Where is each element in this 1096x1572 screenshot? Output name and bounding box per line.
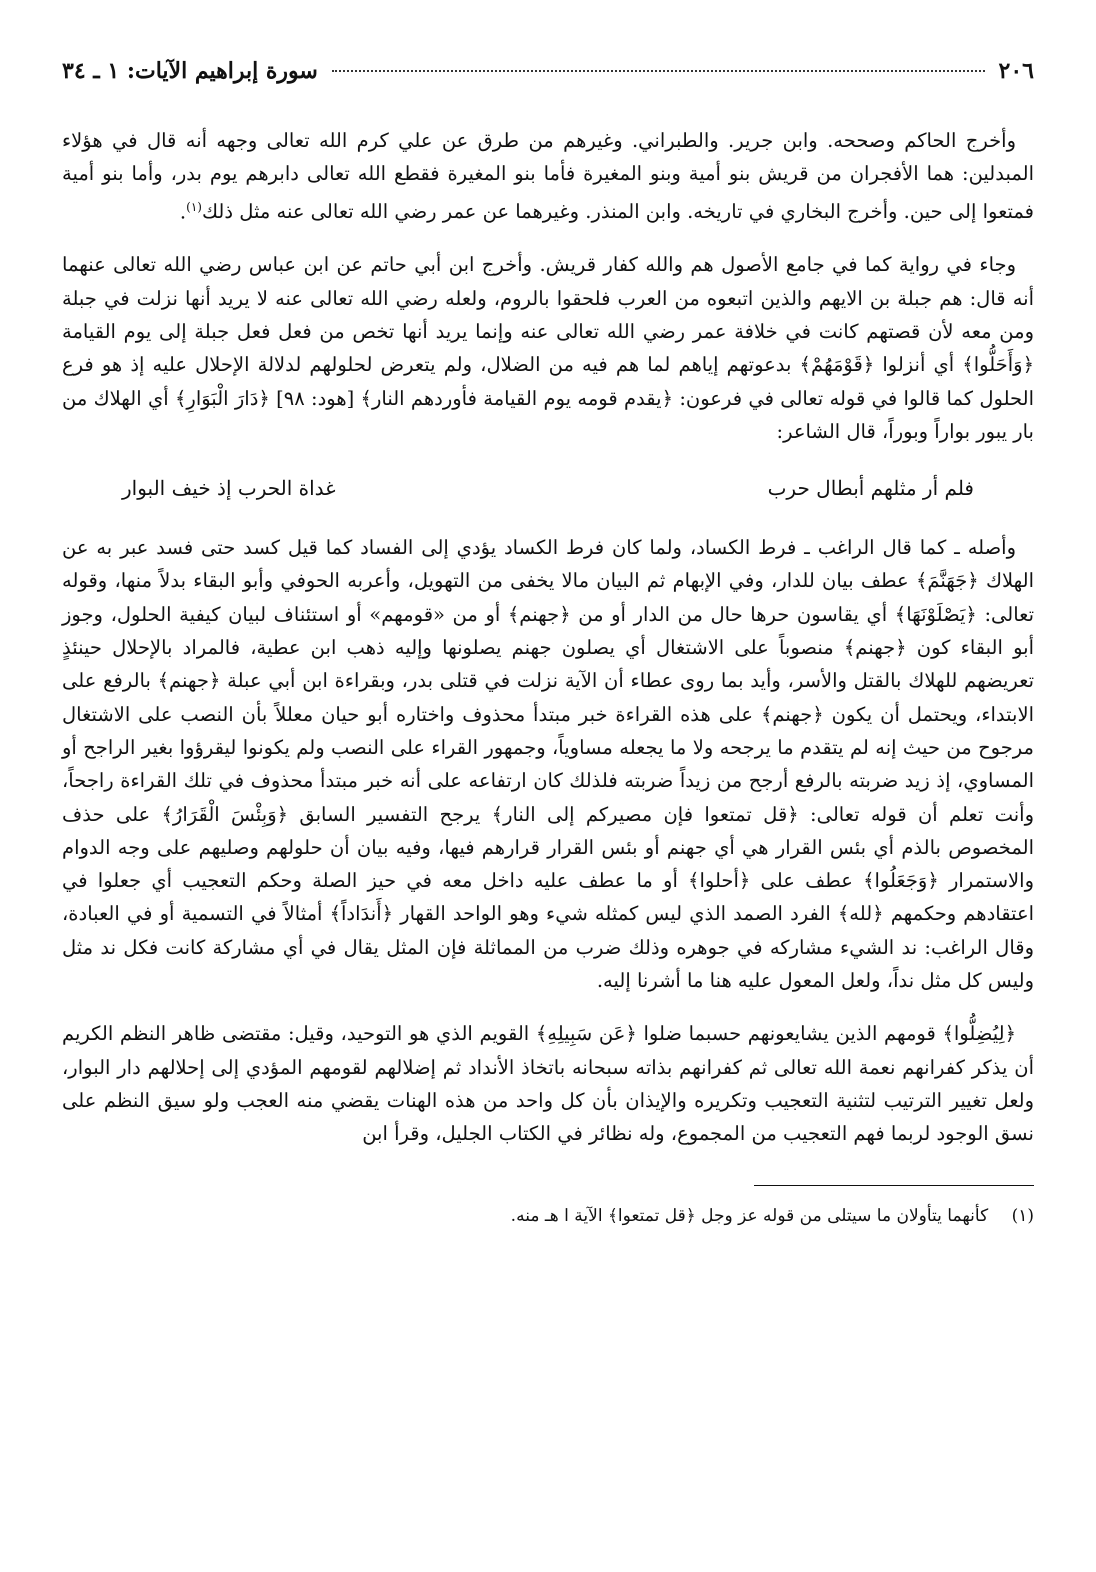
- paragraph-text: وأخرج الحاكم وصححه. وابن جرير. والطبراني. وغيرهم من طرق عن علي كرم الله تعالى وجهه أنه قال في هؤلاء المبدلين: هما الأفجران من قريش بنو أمية وبنو المغيرة فأما بنو المغيرة فقطع الله تعالى دابرهم يوم بدر، وأما بنو أمية فمتعوا إلى حين. وأخرج البخاري في تاريخه. وابن المنذر. وغيرهما عن عمر رضي الله تعالى عنه مثل ذلك: [62, 129, 1034, 224]
- footnote: [62, 1202, 1034, 1230]
- paragraph-text: وجاء في رواية كما في جامع الأصول هم والله كفار قريش. وأخرج ابن أبي حاتم عن ابن عباس رضي الله تعالى عنهما أنه قال: هم جبلة بن الايهم والذين اتبعوه من العرب فلحقوا بالروم، ولعله رضي الله تعالى عنه لا يريد أنها نزلت في جبلة ومن معه لأن قصتهم كانت في خلافة عمر رضي الله تعالى عنه وإنما يريد أنها تخص من فعل فعل جبلة إلى يوم القيامة ﴿وَأَحَلُّوا﴾ أي أنزلوا ﴿قَوْمَهُمْ﴾ بدعوتهم إياهم لما هم فيه من الضلال، ولم يتعرض لحلولهم لدلالة الإحلال عليه إذ هو فرع الحلول كما قالوا في قوله تعالى في فرعون: ﴿يقدم قومه يوم القيامة فأوردهم النار﴾ [هود: ٩٨] ﴿دَارَ الْبَوَارِ﴾ أي الهلاك من بار يبور بواراً وبوراً، قال الشاعر:: [62, 253, 1034, 443]
- paragraph-tail: .: [179, 200, 187, 224]
- paragraph-3: [62, 531, 1034, 997]
- paragraph-1: [62, 124, 1034, 228]
- paragraph-text: ﴿لِيُضِلُّوا﴾ قومهم الذين يشايعونهم حسبما ضلوا ﴿عَن سَبِيلِهِ﴾ القويم الذي هو التوحيد، وقيل: مقتضى ظاهر النظم الكريم أن يذكر كفرانهم نعمة الله تعالى ثم كفرانهم بذاته سبحانه باتخاذ الأنداد ثم إضلالهم لقومهم المؤدي إلى إحلالهم دار البوار، ولعل تغيير الترتيب لتثنية التعجيب وتكريره والإيذان بأن كل واحد من هذه الهنات يقضي منه العجب ولو سيق النظم على نسق الوجود لربما فهم التعجيب من المجموع، وله نظائر في الكتاب الجليل، وقرأ ابن: [62, 1022, 1034, 1146]
- verse-hemistich-second: غداة الحرب إذ خيف البوار: [122, 476, 336, 501]
- running-title: سورة إبراهيم الآيات: ١ ـ ٣٤: [62, 58, 318, 84]
- footnote-text: كأنهما يتأولان ما سيتلى من قوله عز وجل ﴿قل تمتعوا﴾ الآية ا هـ منه.: [510, 1205, 989, 1226]
- header-dotted-leader: [332, 70, 985, 72]
- footnote-reference[interactable]: (١): [186, 199, 202, 214]
- paragraph-4: [62, 1017, 1034, 1150]
- book-page: [62, 58, 1034, 1548]
- poetry-verse: [122, 472, 974, 505]
- paragraph-2: [62, 248, 1034, 448]
- page-number: ٢٠٦: [998, 58, 1034, 84]
- verse-hemistich-first: فلم أر مثلهم أبطال حرب: [767, 476, 974, 501]
- main-text: [62, 124, 1034, 1151]
- footnote-divider: [754, 1185, 1034, 1186]
- paragraph-text: وأصله ـ كما قال الراغب ـ فرط الكساد، ولما كان فرط الكساد يؤدي إلى الفساد كما قيل كسد حتى فسد عبر به عن الهلاك ﴿جَهَنَّمَ﴾ عطف بيان للدار، وفي الإبهام ثم البيان مالا يخفى من التهويل، وأعربه الحوفي وأبو البقاء بدلاً منها، وقوله تعالى: ﴿يَصْلَوْنَهَا﴾ أي يقاسون حرها حال من الدار أو من ﴿جهنم﴾ أو من «قومهم» أو استئناف لبيان كيفية الحلول، وجوز أبو البقاء كون ﴿جهنم﴾ منصوباً على الاشتغال أي يصلون جهنم يصلونها وإليه ذهب ابن عطية، فالمراد بالإحلال حينئذٍ تعريضهم للهلاك بالقتل والأسر، وأيد بما روى عطاء أن الآية نزلت في قتلى بدر، وبقراءة ابن أبي عبلة ﴿جهنم﴾ بالرفع على الابتداء، ويحتمل أن يكون ﴿جهنم﴾ على هذه القراءة خبر مبتدأ محذوف واختاره أبو حيان معللاً بأن النصب على الاشتغال مرجوح من حيث إنه لم يتقدم ما يرجحه ولا ما يجعله مساوياً، وجمهور القراء على النصب ولم يكونوا ليقرؤوا بغير الراجح أو المساوي، إذ زيد ضربته بالرفع أرجح من زيداً ضربته فلذلك كان ارتفاعه على أنه خبر مبتدأ محذوف في تلك القراءة راجحاً، وأنت تعلم أن قوله تعالى: ﴿قل تمتعوا فإن مصيركم إلى النار﴾ يرجح التفسير السابق ﴿وَبِئْسَ الْقَرَارُ﴾ على حذف المخصوص بالذم أي بئس القرار هي أي جهنم أو بئس القرار قرارهم فيها، وفيه بيان أن حلولهم وصليهم على وجه الدوام والاستمرار ﴿وَجَعَلُوا﴾ عطف على ﴿أحلوا﴾ أو ما عطف عليه داخل معه في حيز الصلة وحكم التعجيب أي جعلوا في اعتقادهم وحكمهم ﴿لله﴾ الفرد الصمد الذي ليس كمثله شيء وهو الواحد القهار ﴿أَندَاداً﴾ أمثالاً في التسمية أو في العبادة، وقال الراغب: ند الشيء مشاركه في جوهره وذلك ضرب من المماثلة فإن المثل يقال في أي مشاركة كانت فكل ند مثل وليس كل مثل نداً، ولعل المعول عليه هنا ما أشرنا إليه.: [62, 536, 1034, 993]
- footnote-number: (١): [1011, 1205, 1034, 1226]
- page-header: [62, 58, 1034, 94]
